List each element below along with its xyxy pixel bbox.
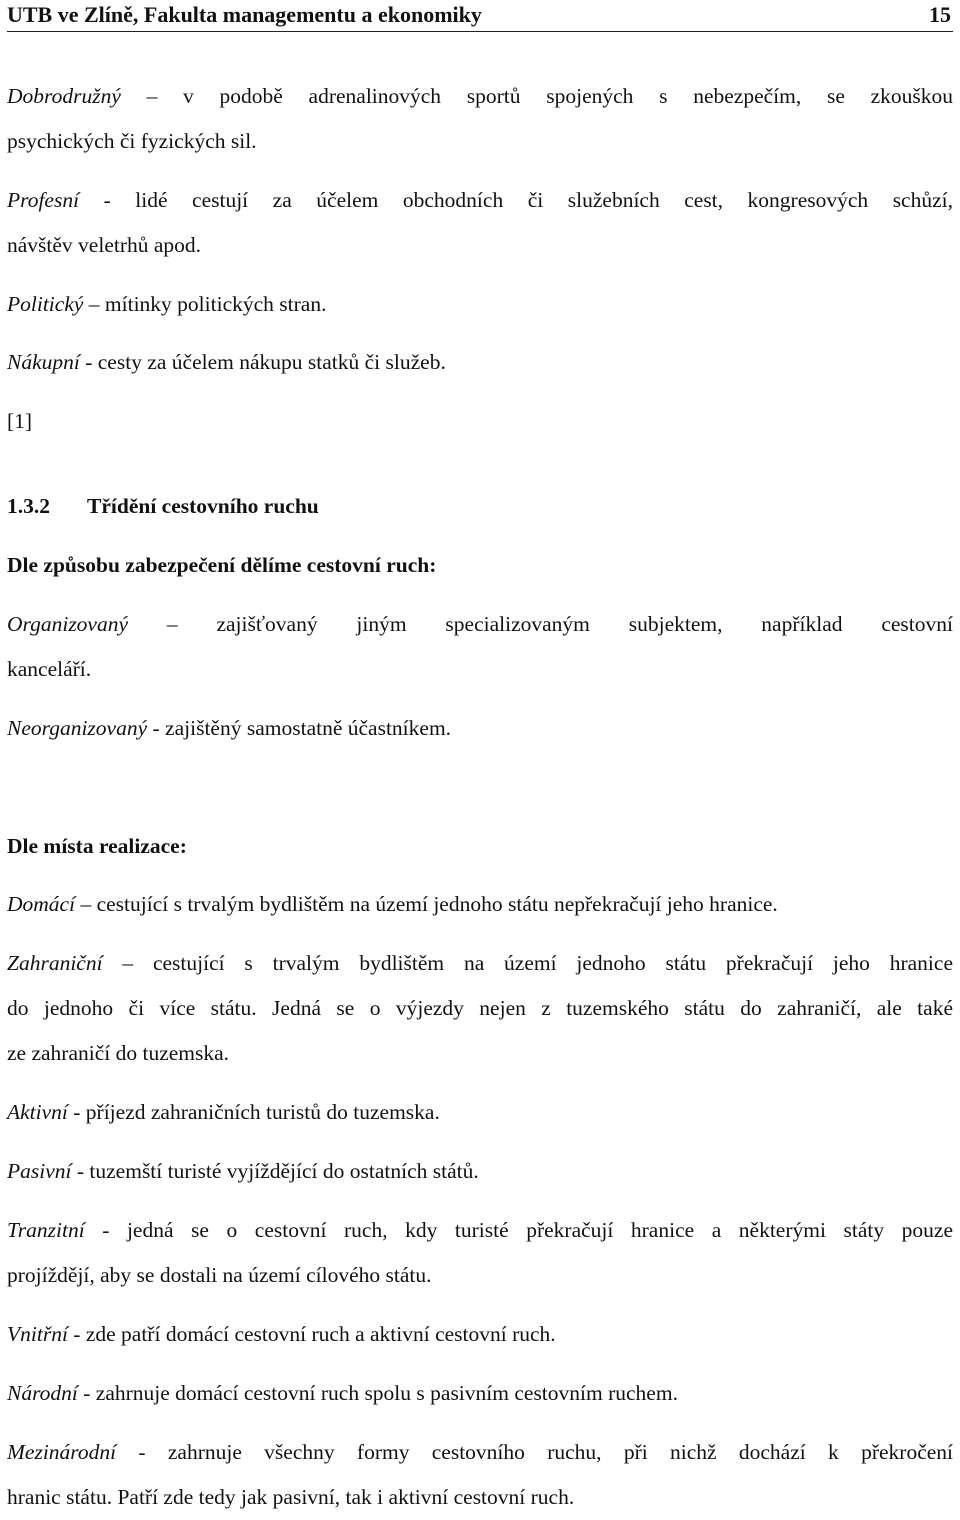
page-header xyxy=(7,0,953,32)
text: - cesty za účelem nákupu statků či služeb. xyxy=(79,350,446,374)
page-number: 15 xyxy=(929,2,951,27)
paragraph-tranzitni-line1 xyxy=(7,1208,953,1253)
subheading-realizace: Dle místa realizace: xyxy=(7,834,187,858)
text: – mítinky politických stran. xyxy=(83,292,327,316)
term-mezinarodni: Mezinárodní xyxy=(7,1440,117,1464)
paragraph-zahranicni-line3: ze zahraničí do tuzemska. xyxy=(7,1041,230,1065)
text: - jedná se o cestovní ruch, kdy turisté překračují hranice a některými státy pouze xyxy=(84,1218,953,1242)
header-title: UTB ve Zlíně, Fakulta managementu a ekonomiky xyxy=(7,2,482,27)
term-profesni: Profesní xyxy=(7,188,80,212)
term-narodni: Národní xyxy=(7,1381,78,1405)
paragraph-mezinarodni-line1 xyxy=(7,1430,953,1475)
paragraph-profesni-line2: návštěv veletrhů apod. xyxy=(7,233,202,257)
paragraph-profesni-line1 xyxy=(7,178,953,223)
paragraph-pasivni xyxy=(7,1149,953,1194)
term-vnitrni: Vnitřní xyxy=(7,1322,68,1346)
term-tranzitni: Tranzitní xyxy=(7,1218,85,1242)
paragraph-zahranicni-line1 xyxy=(7,941,953,986)
section-heading xyxy=(7,484,953,529)
term-pasivni: Pasivní xyxy=(7,1159,72,1183)
term-dobrodruzny: Dobrodružný xyxy=(7,84,121,108)
section-title: Třídění cestovního ruchu xyxy=(87,494,319,518)
text: - zahrnuje domácí cestovní ruch spolu s pasivním cestovním ruchem. xyxy=(77,1381,678,1405)
paragraph-vnitrni xyxy=(7,1312,953,1357)
paragraph-domaci xyxy=(7,882,953,927)
paragraph-dobrodruzny-line1 xyxy=(7,74,953,119)
text: – cestující s trvalým bydlištěm na území jednoho státu překračují jeho hranice xyxy=(102,951,953,975)
paragraph-narodni xyxy=(7,1371,953,1416)
term-neorganizovany: Neorganizovaný xyxy=(7,716,148,740)
term-nakupni: Nákupní xyxy=(7,350,80,374)
term-aktivni: Aktivní xyxy=(7,1100,68,1124)
paragraph-tranzitni-line2: projíždějí, aby se dostali na území cílového státu. xyxy=(7,1263,432,1287)
term-zahranicni: Zahraniční xyxy=(7,951,103,975)
term-politicky: Politický xyxy=(7,292,84,316)
paragraph-nakupni xyxy=(7,340,953,385)
paragraph-organizovany-line1 xyxy=(7,602,953,647)
citation: [1] xyxy=(7,409,33,433)
paragraph-politicky xyxy=(7,282,953,327)
paragraph-aktivni xyxy=(7,1090,953,1135)
paragraph-organizovany-line2: kanceláří. xyxy=(7,657,92,681)
term-domaci: Domácí xyxy=(7,892,76,916)
paragraph-zahranicni-line2: do jednoho či více státu. Jedná se o výjezdy nejen z tuzemského státu do zahraničí, ale také xyxy=(7,996,953,1020)
paragraph-dobrodruzny-line2: psychických či fyzických sil. xyxy=(7,129,257,153)
text: - tuzemští turisté vyjíždějící do ostatních států. xyxy=(71,1159,479,1183)
text: - zajištěný samostatně účastníkem. xyxy=(147,716,452,740)
text: - zde patří domácí cestovní ruch a aktivní cestovní ruch. xyxy=(67,1322,556,1346)
text: - příjezd zahraničních turistů do tuzemska. xyxy=(67,1100,440,1124)
subheading-zabezpeceni: Dle způsobu zabezpečení dělíme cestovní ruch: xyxy=(7,553,437,577)
text: - lidé cestují za účelem obchodních či služebních cest, kongresových schůzí, xyxy=(79,188,953,212)
paragraph-neorganizovany xyxy=(7,706,953,751)
text: – v podobě adrenalinových sportů spojených s nebezpečím, se zkouškou xyxy=(120,84,953,108)
text: – cestující s trvalým bydlištěm na území jednoho státu nepřekračují jeho hranice. xyxy=(75,892,778,916)
term-organizovany: Organizovaný xyxy=(7,612,129,636)
text: – zajišťovaný jiným specializovaným subjektem, například cestovní xyxy=(128,612,953,636)
text: - zahrnuje všechny formy cestovního ruchu, při nichž dochází k překročení xyxy=(116,1440,953,1464)
section-number: 1.3.2 xyxy=(7,494,50,518)
paragraph-mezinarodni-line2: hranic státu. Patří zde tedy jak pasivní, tak i aktivní cestovní ruch. xyxy=(7,1485,575,1509)
